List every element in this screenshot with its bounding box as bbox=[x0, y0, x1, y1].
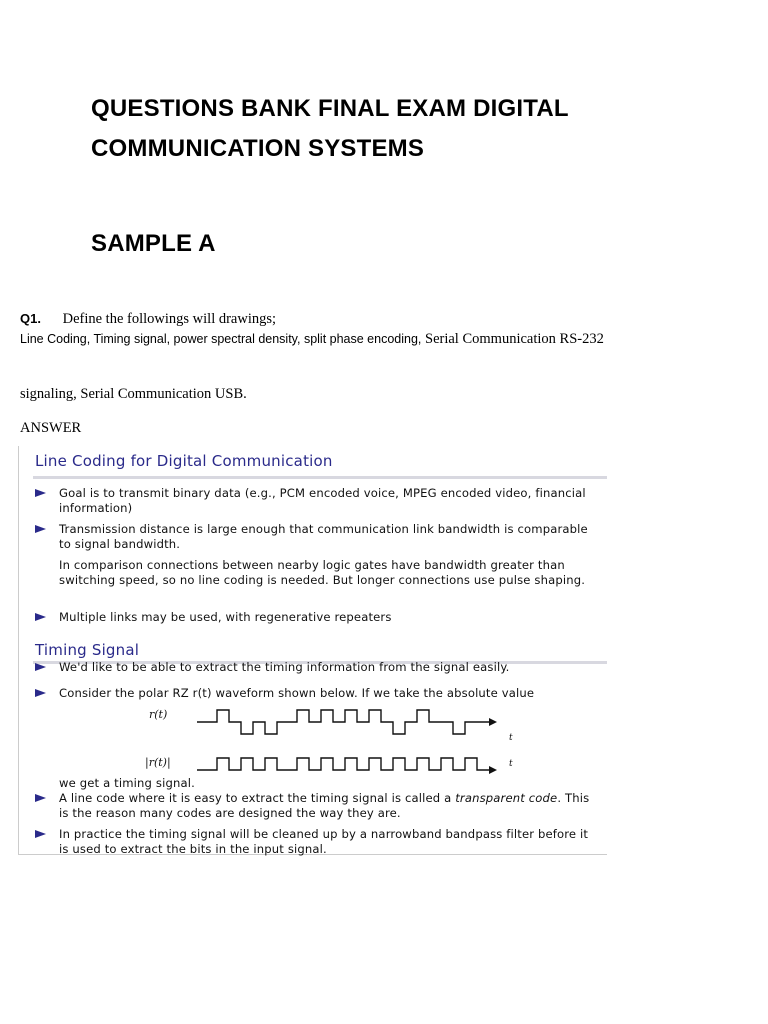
triangle-bullet-icon bbox=[35, 794, 46, 802]
answer-label: ANSWER bbox=[20, 420, 82, 436]
waveform-label-r: r(t) bbox=[149, 708, 168, 721]
transparent-code-term: transparent code bbox=[455, 791, 558, 805]
triangle-bullet-icon bbox=[35, 689, 46, 697]
topics-sans: Line Coding, Timing signal, power spectral density, split phase encoding, bbox=[20, 332, 422, 346]
sample-heading: SAMPLE A bbox=[91, 230, 216, 257]
waveform-axis-label: t bbox=[509, 759, 513, 769]
question-number: Q1. bbox=[20, 311, 41, 326]
exam-title-line1: QUESTIONS BANK FINAL EXAM DIGITAL bbox=[91, 95, 569, 122]
slide-bullet: In practice the timing signal will be cleaned up by a narrowband bandpass filter before it is used to extract the bits in the input signal. bbox=[35, 827, 595, 857]
slide-bullet: Goal is to transmit binary data (e.g., PCM encoded voice, MPEG encoded video, financial information) bbox=[35, 486, 595, 516]
answer-slide-image bbox=[18, 446, 607, 855]
triangle-bullet-icon bbox=[35, 489, 46, 497]
waveform-figure bbox=[137, 704, 527, 776]
triangle-bullet-icon bbox=[35, 613, 46, 621]
slide-title-timing-signal: Timing Signal bbox=[35, 641, 140, 659]
slide-bullet: Transmission distance is large enough that communication link bandwidth is comparable to signal bandwidth. bbox=[35, 522, 595, 552]
slide-divider bbox=[33, 476, 607, 479]
triangle-bullet-icon bbox=[35, 525, 46, 533]
question-line bbox=[20, 311, 276, 328]
polar-rz-waveform bbox=[197, 710, 489, 734]
slide-paragraph: In comparison connections between nearby logic gates have bandwidth greater than switching speed, so no line coding is needed. But longer connections use pulse shaping. bbox=[59, 558, 586, 587]
timing-signal-waveform bbox=[197, 758, 489, 770]
axis-arrow-icon bbox=[489, 766, 497, 774]
axis-arrow-icon bbox=[489, 718, 497, 726]
triangle-bullet-icon bbox=[35, 663, 46, 671]
waveform-label-abs: |r(t)| bbox=[145, 756, 171, 769]
question-topics bbox=[20, 331, 604, 348]
slide-title-line-coding: Line Coding for Digital Communication bbox=[35, 452, 333, 470]
slide-bullet: Consider the polar RZ r(t) waveform shown below. If we take the absolute value bbox=[35, 686, 595, 701]
exam-title-line2: COMMUNICATION SYSTEMS bbox=[91, 135, 425, 162]
topics-serif: Serial Communication RS-232 bbox=[421, 331, 604, 347]
slide-bullet: Multiple links may be used, with regenerative repeaters bbox=[35, 610, 595, 625]
bullet3-text-a: A line code where it is easy to extract the timing signal is called a bbox=[59, 791, 452, 805]
question-text: Define the followings will drawings; bbox=[62, 311, 277, 327]
slide-paragraph: we get a timing signal. bbox=[59, 776, 195, 790]
slide-bullet: We'd like to be able to extract the timing information from the signal easily. bbox=[35, 660, 595, 675]
bullet3-text-b: . This is the reason many codes are designed the way they are. bbox=[59, 791, 590, 820]
slide-bullet bbox=[35, 791, 595, 821]
question-topics-continued: signaling, Serial Communication USB. bbox=[20, 386, 247, 402]
waveform-axis-label: t bbox=[509, 733, 513, 743]
triangle-bullet-icon bbox=[35, 830, 46, 838]
